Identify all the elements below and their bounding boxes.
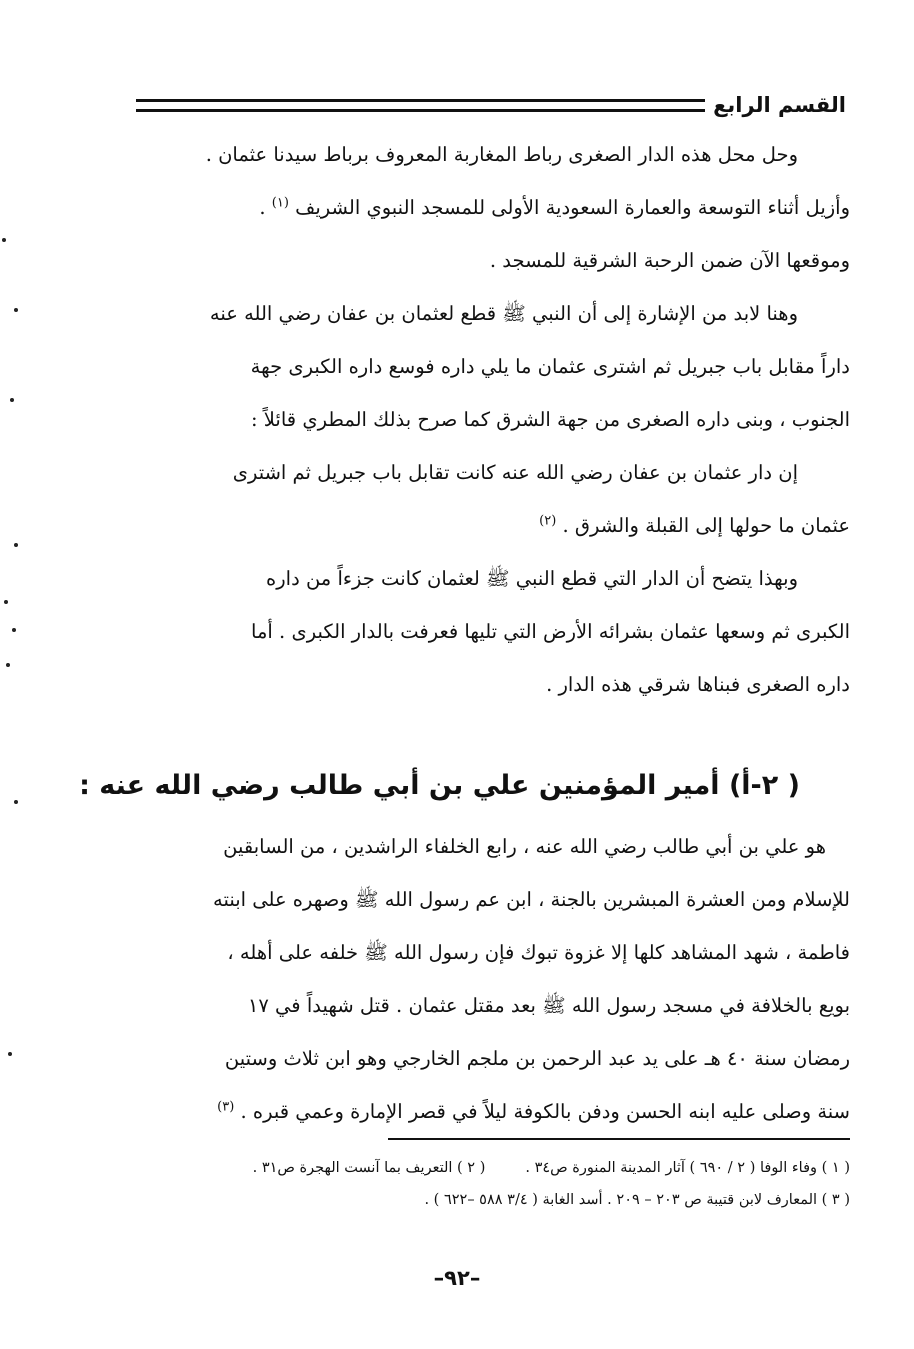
scan-speck [14,543,18,547]
running-header [136,92,846,118]
text-line: للإسلام ومن العشرة المبشرين بالجنة ، ابن عم رسول الله ﷺ وصهره على ابنته [213,888,850,911]
scan-speck [6,663,10,667]
body-text-top [138,128,850,711]
footnote-1: ( ١ ) وفاء الوفا ( ٢ / ٦٩٠ ) آثار المدينة المنورة ص٣٤ . [525,1160,850,1176]
footnote-ref: (٣) [217,1099,235,1115]
footnotes [138,1152,850,1216]
header-rule [136,99,705,112]
text-line: عثمان ما حولها إلى القبلة والشرق . $^{(٢)}$ [539,513,850,537]
text-line: فاطمة ، شهد المشاهد كلها إلا غزوة تبوك فإن رسول الله ﷺ خلفه على أهله ، [227,941,850,964]
scan-speck [2,238,6,242]
footnote-separator [388,1138,850,1140]
section-label: القسم الرابع [713,93,846,117]
text-line: الجنوب ، وبنى داره الصغرى من جهة الشرق كما صرح بذلك المطري قائلاً : [251,408,850,431]
text-line: وهنا لابد من الإشارة إلى أن النبي ﷺ قطع لعثمان بن عفان رضي الله عنه [209,302,798,325]
scan-speck [10,398,14,402]
text-line: سنة وصلى عليه ابنه الحسن ودفن بالكوفة ليلاً في قصر الإمارة وعمي قبره . $^{(٣)}$ [217,1099,850,1123]
scan-speck [12,628,16,632]
page-number: –٩٢– [433,1266,481,1290]
body-text-bottom [138,820,850,1138]
scan-speck [4,600,8,604]
footnote-3: ( ٣ ) المعارف لابن قتيبة ص ٢٠٣ – ٢٠٩ . أسد الغابة ( ٣/٤ ٥٨٨ –٦٢٢ ) . [424,1192,850,1208]
footnote-line [138,1184,850,1216]
text-line: هو علي بن أبي طالب رضي الله عنه ، رابع الخلفاء الراشدين ، من السابقين [223,835,826,858]
section-heading: ( ٢-أ) أمير المؤمنين علي بن أبي طالب رضي الله عنه : [79,770,800,801]
text-line: رمضان سنة ٤٠ هـ على يد عبد الرحمن بن ملجم الخارجي وهو ابن ثلاث وستين [224,1047,850,1070]
text-line: وبهذا يتضح أن الدار التي قطع النبي ﷺ لعثمان كانت جزءاً من داره [266,567,798,590]
text-line: وموقعها الآن ضمن الرحبة الشرقية للمسجد . [489,249,850,272]
text-line: داره الصغرى فبناها شرقي هذه الدار . [546,673,850,696]
scan-speck [14,800,18,804]
text-line: الكبرى ثم وسعها عثمان بشرائه الأرض التي تليها فعرفت بالدار الكبرى . أما [251,620,850,643]
text-line: بويع بالخلافة في مسجد رسول الله ﷺ بعد مقتل عثمان . قتل شهيداً في ١٧ [247,994,850,1017]
text-line: إن دار عثمان بن عفان رضي الله عنه كانت تقابل باب جبريل ثم اشترى [232,461,798,484]
text-line: داراً مقابل باب جبريل ثم اشترى عثمان ما يلي داره فوسع داره الكبرى جهة [250,355,850,378]
text-line: وحل محل هذه الدار الصغرى رباط المغاربة المعروف برباط سيدنا عثمان . [205,143,798,166]
footnote-line [138,1152,850,1184]
footnote-ref: (٢) [539,513,557,529]
text-line: وأزيل أثناء التوسعة والعمارة السعودية الأولى للمسجد النبوي الشريف $^{(١)}$ . [259,195,850,219]
scan-speck [8,1052,12,1056]
footnote-2: ( ٢ ) التعريف بما آنست الهجرة ص٣١ . [252,1160,486,1176]
scan-speck [14,308,18,312]
footnote-ref: (١) [271,195,289,211]
